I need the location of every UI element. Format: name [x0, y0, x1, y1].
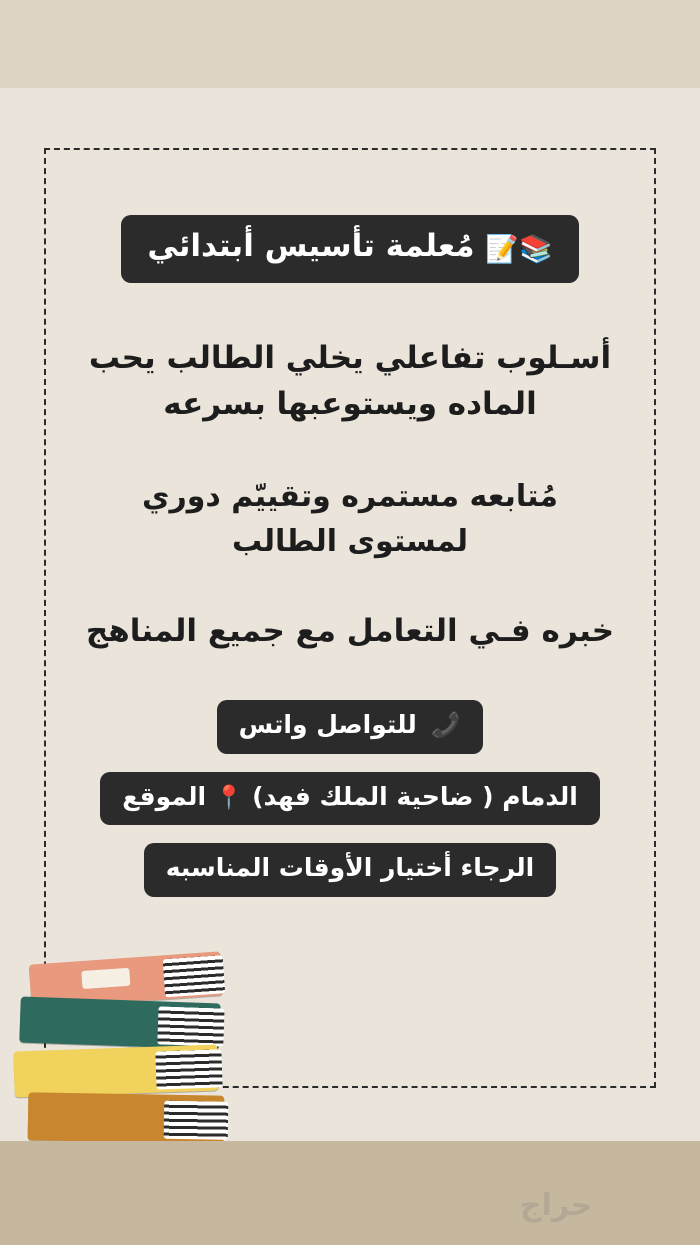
books-illustration — [8, 950, 248, 1150]
title-text: مُعلمة تأسيس أبتدائي — [147, 228, 475, 264]
poster-content — [60, 215, 640, 897]
contact-pill-row — [60, 700, 640, 753]
book-second — [19, 997, 220, 1050]
location-prefix: الموقع — [122, 781, 207, 811]
book-pages — [155, 1049, 222, 1089]
books-pencil-emoji: 📚📝 — [485, 234, 553, 265]
location-pill-row — [60, 772, 640, 826]
book-label — [81, 968, 130, 989]
book-pages — [163, 955, 226, 997]
notice-pill-row — [60, 843, 640, 896]
phone-icon: 📞 — [431, 711, 462, 740]
paragraph-followup: مُتابعه مستمره وتقييّم دوري لمستوى الطالب — [142, 478, 558, 559]
whatsapp-contact-label: للتواصل واتس — [238, 710, 417, 740]
location-pill — [100, 772, 600, 826]
timing-notice-pill: الرجاء أختيار الأوقات المناسبه — [144, 843, 556, 896]
book-bottom — [28, 1092, 225, 1143]
book-pages — [157, 1006, 224, 1046]
book-third — [13, 1044, 218, 1097]
location-suffix: الدمام ( ضاحية الملك فهد) — [252, 781, 578, 811]
watermark-logo: حراج — [520, 1188, 593, 1223]
paragraph-experience: خبره فـي التعامل مع جميع المناهج — [85, 612, 615, 649]
book-pages — [164, 1101, 229, 1140]
location-pin-icon: 📍 — [214, 784, 244, 811]
title-pill — [121, 215, 578, 283]
whatsapp-contact-pill[interactable] — [217, 700, 484, 753]
paragraph-teaching-style: أسـلوب تفاعلي يخلي الطالب يحب الماده ويستوعبها بسرعه — [88, 339, 612, 423]
top-band — [0, 0, 700, 88]
bottom-band — [0, 1141, 700, 1245]
